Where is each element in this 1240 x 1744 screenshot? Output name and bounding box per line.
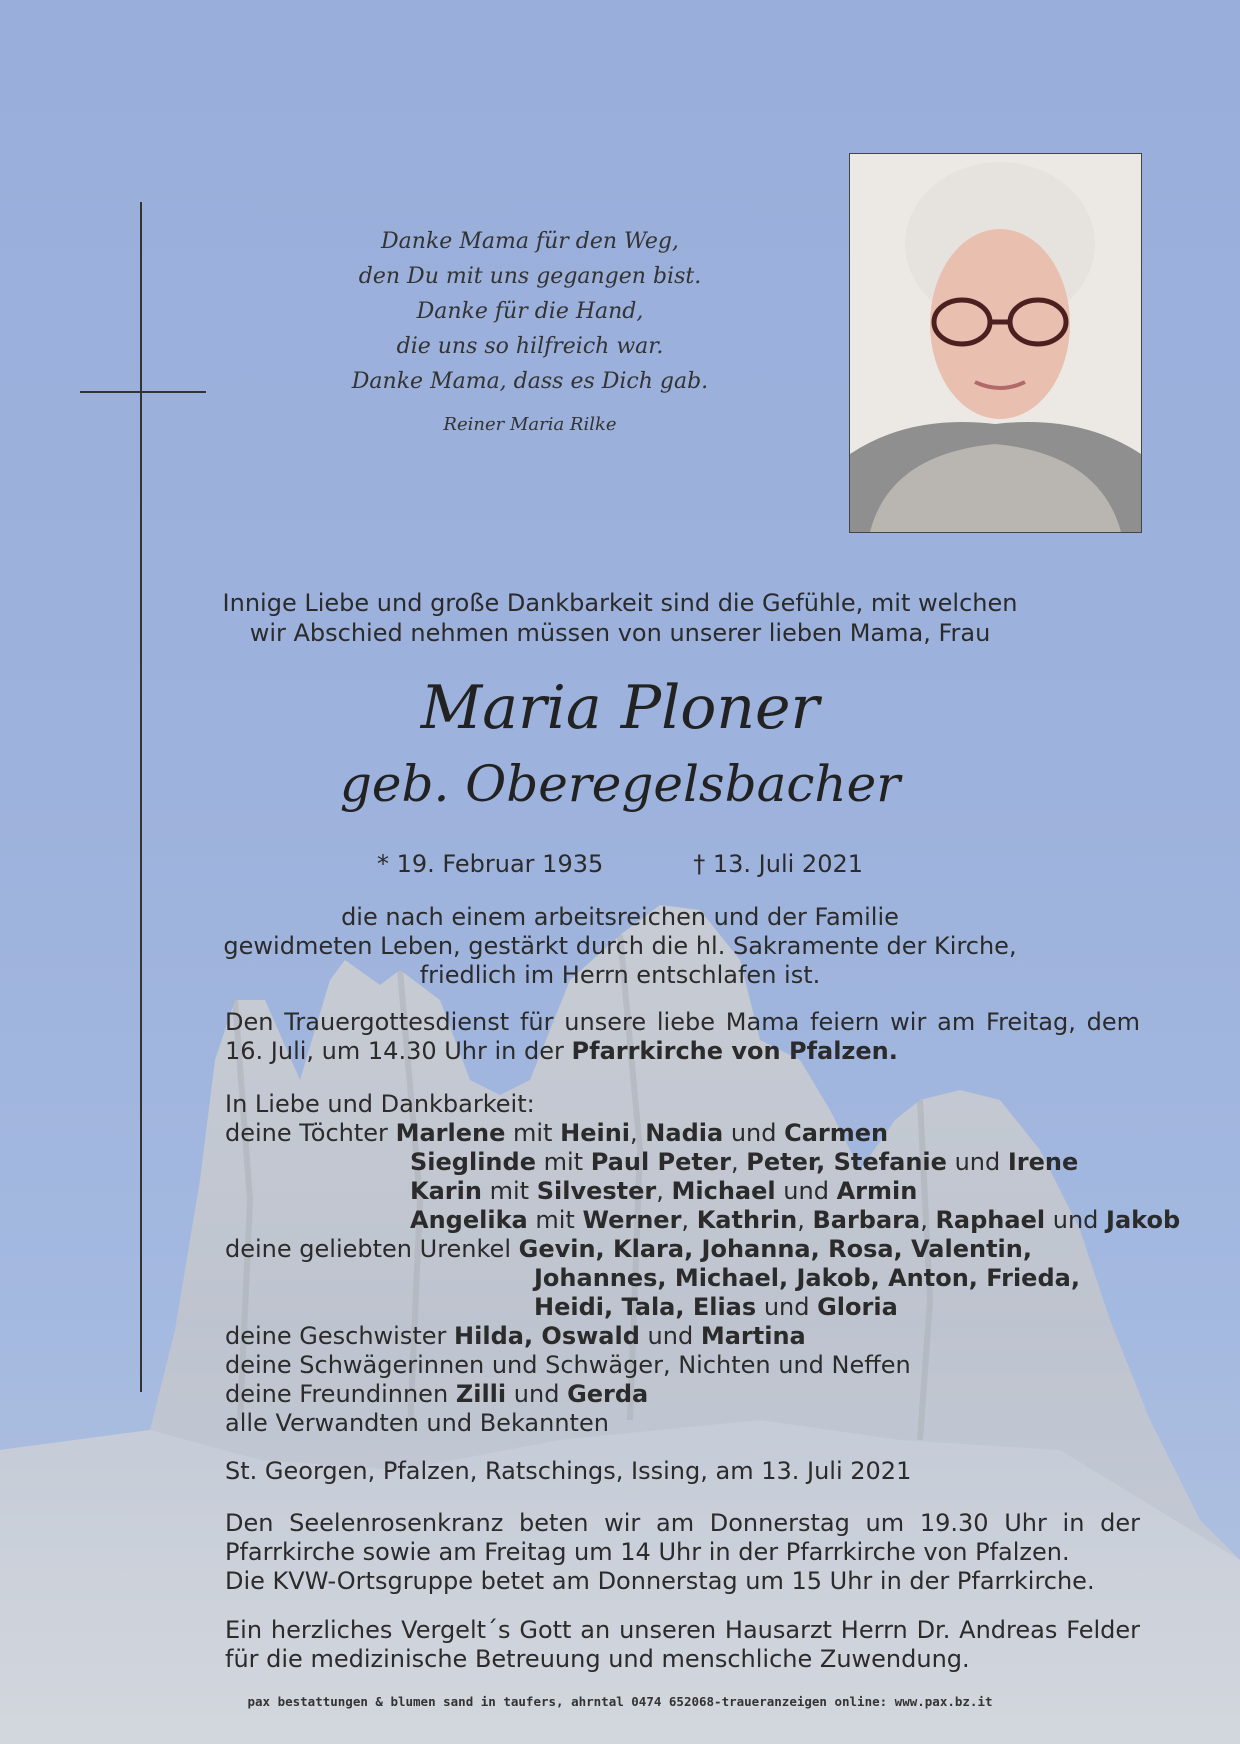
poem-line: die uns so hilfreich war.	[396, 334, 664, 359]
mourner-name: Martina	[700, 1322, 806, 1350]
poem-line: den Du mit uns gegangen bist.	[358, 264, 702, 289]
in-laws-row: deine Schwägerinnen und Schwäger, Nichten und Neffen	[225, 1351, 911, 1379]
connector: und	[730, 1119, 777, 1147]
connector: mit	[513, 1119, 553, 1147]
mourner-name: Armin	[836, 1177, 918, 1205]
siblings-row	[225, 1322, 1145, 1351]
connector: mit	[489, 1177, 530, 1205]
deceased-name: Maria Ploner	[420, 673, 820, 743]
daughter-row: Angelika mit Werner, Kathrin, Barbara, Raphael und Jakob	[410, 1206, 1181, 1234]
friends-label: deine Freundinnen	[225, 1380, 449, 1408]
mourner-name: Jakob	[1106, 1206, 1181, 1234]
poem	[300, 224, 760, 442]
death-date: † 13. Juli 2021	[693, 850, 864, 878]
daughter-row: Sieglinde mit Paul Peter, Peter, Stefanie und Irene	[410, 1148, 1079, 1176]
rosary-line: Die KVW-Ortsgruppe betet am Donnerstag um 15 Uhr in der Pfarrkirche.	[225, 1567, 1095, 1595]
cross-horizontal-bar	[80, 391, 206, 393]
great-grandchildren-row	[225, 1235, 1145, 1264]
mourners-list	[225, 1090, 1181, 1438]
mourner-name: Carmen	[784, 1119, 889, 1147]
intro-text	[200, 588, 1040, 648]
rosary-text	[225, 1509, 1140, 1596]
passing-text	[220, 903, 1020, 990]
mourner-name: Zilli	[455, 1380, 507, 1408]
daughter-row: deine Töchter Marlene mit Heini, Nadia und Carmen	[225, 1119, 889, 1147]
place-and-date: St. Georgen, Pfalzen, Ratschings, Issing, am 13. Juli 2021	[225, 1457, 912, 1485]
deceased-maiden-name: geb. Oberegelsbacher	[339, 755, 901, 813]
poem-line: Danke für die Hand,	[416, 299, 644, 324]
mourner-name: Gloria	[817, 1293, 898, 1321]
connector: und	[513, 1380, 560, 1408]
connector: und	[647, 1322, 694, 1350]
mourner-names: Hilda, Oswald	[454, 1322, 640, 1350]
passing-line: die nach einem arbeitsreichen und der Familie	[341, 903, 899, 931]
siblings-label: deine Geschwister	[225, 1322, 447, 1350]
thanks-text: Ein herzliches Vergelt´s Gott an unseren Hausarzt Herrn Dr. Andreas Felder für die medizinische Betreuung und menschliche Zuwendung.	[225, 1616, 1140, 1673]
mourner-name: Barbara	[812, 1206, 921, 1234]
connector: und	[783, 1177, 829, 1205]
poem-line: Danke Mama für den Weg,	[381, 229, 679, 254]
service-place: Pfarrkirche von Pfalzen.	[571, 1037, 898, 1065]
poem-author: Reiner Maria Rilke	[443, 414, 617, 435]
mourners-heading: In Liebe und Dankbarkeit:	[225, 1090, 535, 1118]
daughters-label: deine Töchter	[225, 1119, 388, 1147]
service-text: Den Trauergottesdienst für unsere liebe Mama feiern wir am Freitag, dem 16. Juli, um 14.30 Uhr in der	[225, 1008, 1140, 1065]
mourner-name: Karin	[410, 1177, 482, 1205]
life-dates	[200, 850, 1040, 878]
connector: und	[1052, 1206, 1099, 1234]
intro-line: Innige Liebe und große Dankbarkeit sind die Gefühle, mit welchen	[222, 589, 1018, 617]
mourner-name: Irene	[1007, 1148, 1079, 1176]
footer-imprint: pax bestattungen & blumen sand in taufers, ahrntal 0474 652068-traueranzeigen online: www.pax.bz.it	[247, 1694, 993, 1709]
mourner-name: Gerda	[567, 1380, 649, 1408]
portrait-photo	[849, 153, 1142, 533]
mourner-name: Raphael	[935, 1206, 1046, 1234]
passing-line: gewidmeten Leben, gestärkt durch die hl. Sakramente der Kirche,	[223, 932, 1017, 960]
mourner-names: Gevin, Klara, Johanna, Rosa, Valentin,	[518, 1235, 1032, 1263]
mourner-name: Marlene	[395, 1119, 506, 1147]
mourner-name: Angelika	[410, 1206, 528, 1234]
passing-line: friedlich im Herrn entschlafen ist.	[419, 961, 821, 989]
connector: mit	[543, 1148, 584, 1176]
intro-line: wir Abschied nehmen müssen von unserer lieben Mama, Frau	[249, 619, 991, 647]
friends-row	[225, 1380, 1145, 1409]
poem-line: Danke Mama, dass es Dich gab.	[351, 369, 709, 394]
great-grandchildren-label: deine geliebten Urenkel	[225, 1235, 511, 1263]
great-grandchildren-row	[225, 1264, 1145, 1293]
mourner-name: Heini	[560, 1119, 631, 1147]
birth-date: * 19. Februar 1935	[376, 850, 604, 878]
mourner-name: Silvester	[536, 1177, 657, 1205]
mourner-name: Werner	[582, 1206, 682, 1234]
mourner-names: Heidi, Tala, Elias	[534, 1293, 757, 1321]
funeral-service-text	[225, 1008, 1140, 1066]
connector: und	[954, 1148, 1001, 1176]
mourner-name: Peter, Stefanie	[746, 1148, 947, 1176]
mourner-name: Michael	[671, 1177, 776, 1205]
mourner-name: Nadia	[645, 1119, 724, 1147]
mourner-name: Sieglinde	[410, 1148, 536, 1176]
mourner-names: Johannes, Michael, Jakob, Anton, Frieda,	[534, 1264, 1080, 1292]
great-grandchildren-row	[225, 1293, 1145, 1322]
relatives-row: alle Verwandten und Bekannten	[225, 1409, 609, 1437]
portrait-illustration	[850, 154, 1141, 532]
rosary-line: Den Seelenrosenkranz beten wir am Donnerstag um 19.30 Uhr in der Pfarrkirche sowie am Freitag um 14 Uhr in der Pfarrkirche von Pfalzen.	[225, 1509, 1140, 1566]
mourner-name: Paul Peter	[590, 1148, 731, 1176]
cross-vertical-bar	[140, 202, 142, 1392]
mourner-name: Kathrin	[696, 1206, 798, 1234]
connector: mit	[535, 1206, 575, 1234]
connector: und	[763, 1293, 810, 1321]
daughter-row: Karin mit Silvester, Michael und Armin	[410, 1177, 918, 1205]
